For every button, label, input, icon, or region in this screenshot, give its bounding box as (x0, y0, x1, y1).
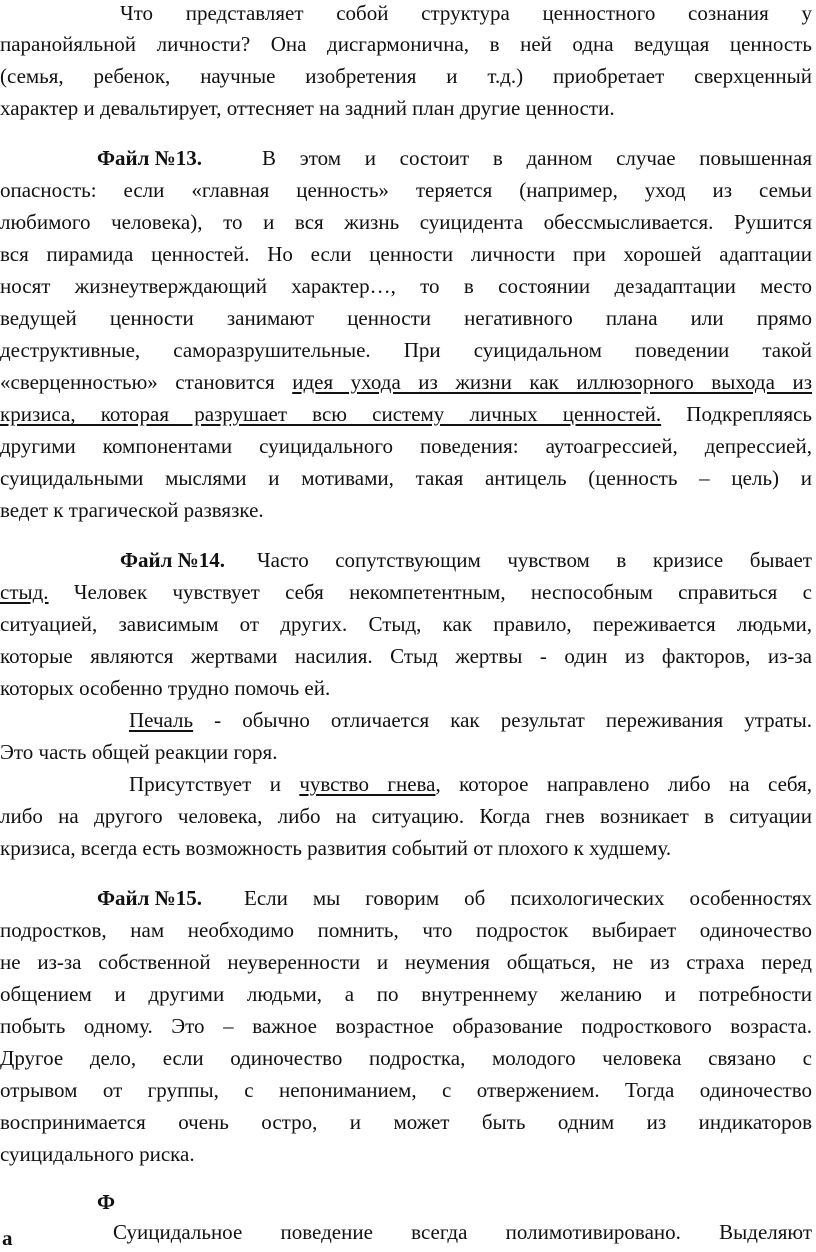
intro-line-3: (семья, ребенок, научные изобретения и т.д.) приобретает сверхценный (0, 64, 812, 88)
intro-line-2: паранойяльной личности? Она дисгармонична, в ней одна ведущая ценность (0, 32, 812, 56)
file13-label: Файл №13. (97, 146, 203, 170)
file16-label-char-2: а (2, 1226, 13, 1250)
file14-anger-line-3: кризиса, всегда есть возможность развития событий от плохого к худшему. (0, 836, 672, 860)
file14-anger-line (129, 770, 812, 798)
file14-line-1: Часто сопутствующим чувством в кризисе бывает (257, 548, 812, 572)
file14-sadness-text: - обычно отличается как результат переживания утраты. (193, 708, 812, 732)
file13-line-8 (0, 368, 812, 396)
file13-line-9-text: Подкрепляясь (661, 402, 813, 426)
file14-sadness-line (129, 706, 812, 734)
file15-line-7: отрывом от группы, с непониманием, с отвержением. Тогда одиночество (0, 1078, 812, 1102)
file13-underlined-idea: идея ухода из жизни как иллюзорного выхода из (292, 370, 812, 394)
file15-line-2: подростков, нам необходимо помнить, что подросток выбирает одиночество (0, 918, 812, 942)
file15-label: Файл №15. (97, 886, 203, 910)
file15-line-9: суицидального риска. (0, 1142, 195, 1166)
file15-line-3: не из-за собственной неуверенности и неумения общаться, не из страха перед (0, 950, 812, 974)
file15-line-5: побыть одному. Это – важное возрастное образование подросткового возраста. (0, 1014, 812, 1038)
file13-line-2: опасность: если «главная ценность» теряется (например, уход из семьи (0, 178, 812, 202)
file13-line-7: деструктивные, саморазрушительные. При суицидальном поведении такой (0, 338, 812, 362)
file16-label-char-1: Ф (97, 1190, 116, 1214)
file14-underlined-anger: чувство гнева (299, 772, 436, 796)
file15-line-8: воспринимается очень остро, и может быть одним из индикаторов (0, 1110, 812, 1134)
file14-anger-line-2: либо на другого человека, либо на ситуацию. Когда гнев возникает в ситуации (0, 804, 812, 828)
file15-line-4: общением и другими людьми, а по внутреннему желанию и потребности (0, 982, 812, 1006)
file15-line-6: Другое дело, если одиночество подростка, молодого человека связано с (0, 1046, 812, 1070)
file13-line-6: ведущей ценности занимают ценности негативного плана или прямо (0, 306, 812, 330)
file13-line-1: В этом и состоит в данном случае повышенная (262, 146, 812, 170)
file13-line-5: носят жизнеутверждающий характер…, то в состоянии дезадаптации место (0, 274, 812, 298)
file14-underlined-sadness: Печаль (129, 708, 194, 732)
file13-line-10: другими компонентами суицидального поведения: аутоагрессией, депрессией, (0, 434, 812, 458)
file16-line-1: Суицидальное поведение всегда полимотивировано. Выделяют (113, 1220, 812, 1244)
file14-line-4: которые являются жертвами насилия. Стыд жертвы - один из факторов, из-за (0, 644, 812, 668)
file14-line-2 (0, 578, 812, 606)
file14-label: Файл №14. (120, 548, 226, 572)
file13-line-12: ведет к трагической развязке. (0, 498, 264, 522)
file14-sadness-line-2: Это часть общей реакции горя. (0, 740, 278, 764)
file14-underlined-shame: стыд. (0, 580, 49, 604)
file14-anger-pre: Присутствует и (129, 772, 300, 796)
intro-line-1: Что представляет собой структура ценностного сознания у (120, 1, 812, 25)
file13-underlined-crisis: кризиса, которая разрушает всю систему личных ценностей. (0, 402, 662, 426)
file13-line-9 (0, 400, 812, 428)
file13-line-8-text: «сверценностью» становится (0, 370, 293, 394)
file14-line-2-text: Человек чувствует себя некомпетентным, неспособным справиться с (48, 580, 812, 604)
file14-line-5: которых особенно трудно помочь ей. (0, 676, 331, 700)
file13-line-11: суицидальными мыслями и мотивами, такая антицель (ценность – цель) и (0, 466, 812, 490)
file13-line-3: любимого человека), то и вся жизнь суицидента обессмысливается. Рушится (0, 210, 812, 234)
intro-line-4: характер и девальтирует, оттесняет на задний план другие ценности. (0, 96, 615, 120)
file14-line-3: ситуацией, зависимым от других. Стыд, как правило, переживается людьми, (0, 612, 812, 636)
file13-line-4: вся пирамида ценностей. Но если ценности личности при хорошей адаптации (0, 242, 812, 266)
file15-line-1: Если мы говорим об психологических особенностях (244, 886, 812, 910)
file14-anger-post: , которое направлено либо на себя, (435, 772, 812, 796)
